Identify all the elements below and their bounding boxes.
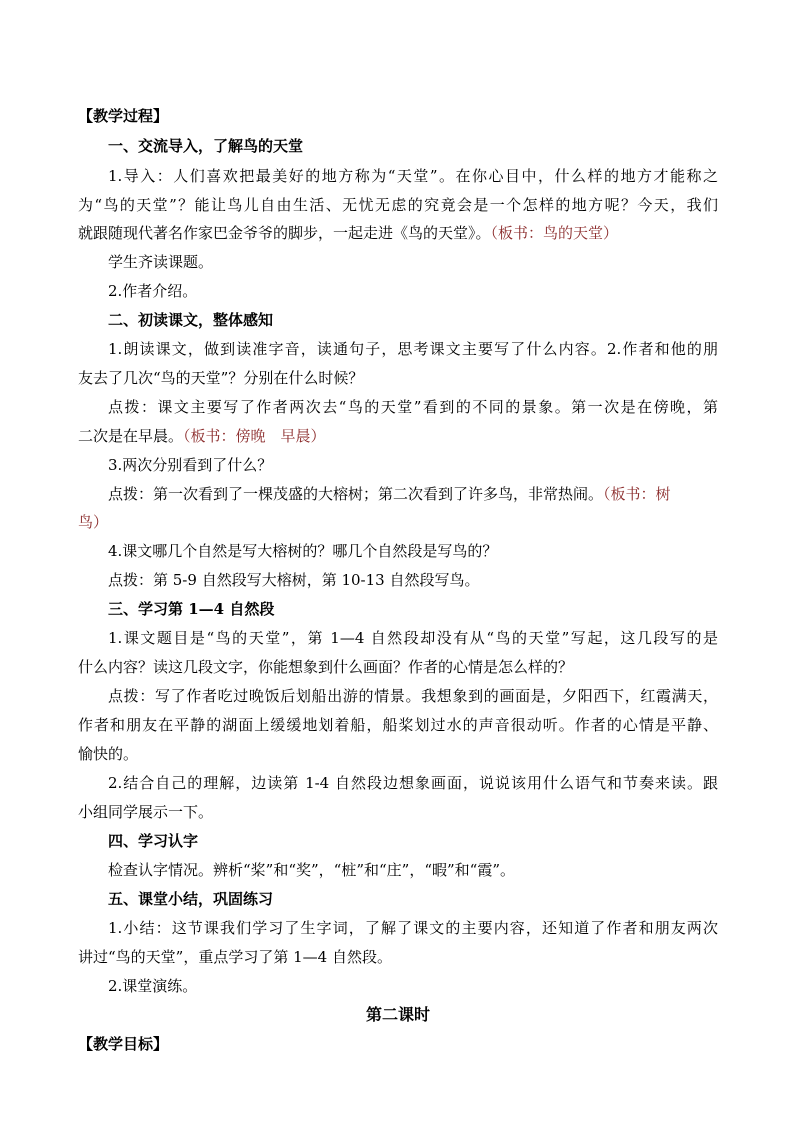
s2-paragraph-6: 点拨：第 5-9 自然段写大榕树，第 10-13 自然段写鸟。 [108, 571, 480, 589]
s2-paragraph-3: 3.两次分别看到了什么？ [108, 456, 273, 474]
s3-paragraph-3-line-2: 小组同学展示一下。 [78, 803, 214, 821]
s1-paragraph-2: 学生齐读课题。 [108, 253, 214, 271]
s2-text: 二次是在早晨。 [78, 427, 184, 445]
s3-paragraph-2-line-2: 作者和朋友在平静的湖面上缓缓地划着船，船桨划过水的声音很动听。作者的心情是平静、 [78, 716, 718, 734]
s1-paragraph-1-line-2: 为“鸟的天堂”？能让鸟儿自由生活、无忧无虑的究竟会是一个怎样的地方呢？今天，我们 [78, 196, 718, 214]
s2-paragraph-2-line-2 [78, 426, 326, 446]
s1-text: 就跟随现代著名作家巴金爷爷的脚步，一起走进《鸟的天堂》。 [78, 224, 491, 242]
board-note: （板书：树 [603, 485, 671, 503]
s3-paragraph-1-line-1: 1.课文题目是“鸟的天堂”，第 1—4 自然段却没有从“鸟的天堂”写起，这几段写的是 [108, 629, 718, 647]
s3-paragraph-2-line-1: 点拨：写了作者吃过晚饭后划船出游的情景。我想象到的画面是，夕阳西下，红霞满天， [108, 687, 718, 705]
s2-paragraph-4-line-1 [108, 484, 671, 504]
s2-text: 点拨：第一次看到了一棵茂盛的大榕树；第二次看到了许多鸟，非常热闹。 [108, 485, 604, 503]
section-1-title: 一、交流导入，了解鸟的天堂 [108, 137, 304, 155]
s1-paragraph-1-line-3 [78, 223, 618, 243]
s2-paragraph-1-line-2: 友去了几次“鸟的天堂”？分别在什么时候？ [78, 369, 364, 387]
board-note: （板书：鸟的天堂） [490, 224, 619, 242]
heading-teaching-goals: 【教学目标】 [78, 1035, 169, 1053]
section-5-title: 五、课堂小结，巩固练习 [108, 890, 274, 908]
s5-paragraph-1-line-2: 讲过“鸟的天堂”，重点学习了第 1—4 自然段。 [78, 948, 392, 966]
s1-paragraph-1-line-1: 1.导入：人们喜欢把最美好的地方称为“天堂”。在你心目中，什么样的地方才能称之 [108, 167, 718, 185]
heading-teaching-process: 【教学过程】 [78, 107, 169, 125]
s2-paragraph-2-line-1: 点拨：课文主要写了作者两次去“鸟的天堂”看到的不同的景象。第一次是在傍晚，第 [108, 398, 718, 416]
s3-paragraph-3-line-1: 2.结合自己的理解，边读第 1-4 自然段边想象画面，说说该用什么语气和节奏来读。跟 [108, 774, 718, 792]
lesson-2-title: 第二课时 [365, 1005, 430, 1024]
s3-paragraph-2-line-3: 愉快的。 [78, 745, 139, 763]
s5-paragraph-2: 2.课堂演练。 [108, 977, 198, 995]
section-4-title: 四、学习认字 [108, 832, 199, 850]
section-3-title: 三、学习第 1—4 自然段 [108, 600, 275, 618]
board-note: （板书：傍晚 早晨） [183, 427, 326, 445]
section-2-title: 二、初读课文，整体感知 [108, 311, 274, 329]
s1-paragraph-3: 2.作者介绍。 [108, 282, 198, 300]
s5-paragraph-1-line-1: 1.小结：这节课我们学习了生字词，了解了课文的主要内容，还知道了作者和朋友两次 [108, 919, 718, 937]
s4-paragraph-1: 检查认字情况。辨析“桨”和“奖”，“桩”和“庄”，“暇”和“霞”。 [108, 861, 516, 879]
s2-paragraph-5: 4.课文哪几个自然是写大榕树的？哪几个自然段是写鸟的？ [108, 542, 498, 560]
s2-paragraph-1-line-1: 1.朗读课文，做到读准字音，读通句子，思考课文主要写了什么内容。2.作者和他的朋 [108, 340, 718, 358]
s2-paragraph-4-line-2: 鸟） [78, 513, 109, 531]
s3-paragraph-1-line-2: 什么内容？读这几段文字，你能想象到什么画面？作者的心情是怎么样的？ [78, 658, 574, 676]
